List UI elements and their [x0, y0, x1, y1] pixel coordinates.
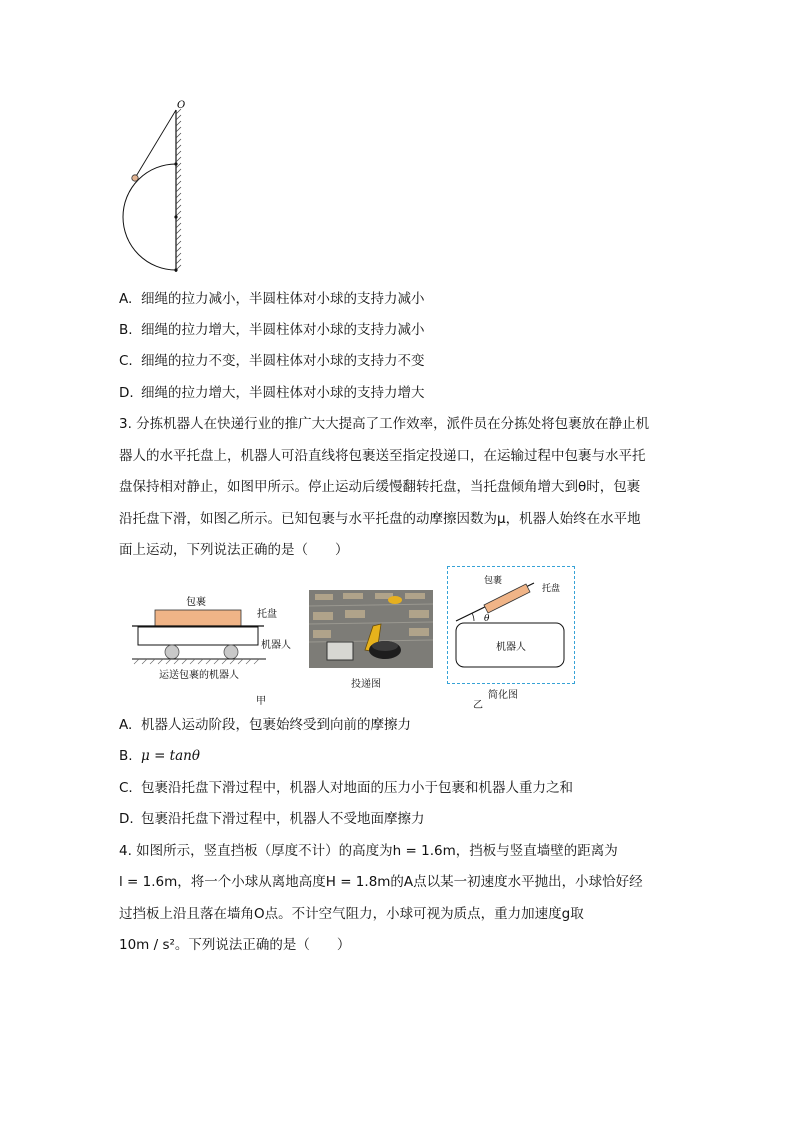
- q2-option-d: D. 细绳的拉力增大，半圆柱体对小球的支持力增大: [119, 385, 425, 401]
- q3-stem-line-1: 3. 分拣机器人在快递行业的推广大大提高了工作效率，派件员在分拣处将包裹放在静止机: [119, 416, 650, 432]
- point-o-label: O: [177, 100, 186, 111]
- robot-body: [138, 627, 258, 645]
- q2-option-c: C. 细绳的拉力不变，半圆柱体对小球的支持力不变: [119, 353, 425, 369]
- q3-option-c: C. 包裹沿托盘下滑过程中，机器人对地面的压力小于包裹和机器人重力之和: [119, 780, 573, 796]
- simplified-caption: 简化图: [488, 690, 518, 701]
- simp-package-label: 包裹: [484, 576, 503, 586]
- yi-label: 乙: [473, 700, 483, 711]
- q4-stem-line-1: 4. 如图所示，竖直挡板（厚度不计）的高度为h = 1.6m，挡板与竖直墙壁的距离为: [119, 843, 618, 859]
- q4-stem-line-3: 过挡板上沿且落在墙角O点。不计空气阻力，小球可视为质点，重力加速度g取: [119, 906, 584, 922]
- wheel-right: [224, 645, 238, 659]
- semicircle-diagram: [110, 98, 200, 278]
- q3-option-b: B. μ = tanθ: [119, 748, 200, 764]
- q3-stem-line-3: 盘保持相对静止，如图甲所示。停止运动后缓慢翻转托盘，当托盘倾角增大到θ时，包裹: [119, 479, 641, 495]
- q4-stem-line-4: 10m / s²。下列说法正确的是（ ）: [119, 937, 351, 953]
- robot-transport-diagram: [128, 567, 328, 707]
- jia-caption: 运送包裹的机器人: [159, 670, 239, 681]
- q3-stem-line-2: 器人的水平托盘上，机器人可沿直线将包裹送至指定投递口，在运输过程中包裹与水平托: [119, 448, 646, 464]
- delivery-photo: [309, 590, 433, 668]
- jia-label: 甲: [256, 696, 266, 707]
- q3-option-a: A. 机器人运动阶段，包裹始终受到向前的摩擦力: [119, 717, 411, 733]
- package-label: 包裹: [186, 597, 206, 608]
- photo-caption: 投递图: [351, 679, 381, 690]
- q4-stem-line-2: l = 1.6m，将一个小球从离地高度H = 1.8m的A点以某一初速度水平抛出，小球恰好经: [119, 874, 643, 890]
- simp-tray-label: 托盘: [542, 584, 561, 594]
- simplified-diagram: [447, 566, 575, 684]
- q3-stem-line-4: 沿托盘下滑，如图乙所示。已知包裹与水平托盘的动摩擦因数为μ，机器人始终在水平地: [119, 511, 641, 527]
- tilted-package: [484, 584, 530, 613]
- q3-stem-line-5: 面上运动，下列说法正确的是（ ）: [119, 542, 349, 558]
- theta-label: θ: [484, 614, 490, 624]
- package-shape: [155, 610, 241, 626]
- tray-label: 托盘: [257, 609, 277, 620]
- wheel-left: [165, 645, 179, 659]
- q2-option-a: A. 细绳的拉力减小，半圆柱体对小球的支持力减小: [119, 291, 425, 307]
- robot-label: 机器人: [261, 640, 291, 651]
- q3-option-d: D. 包裹沿托盘下滑过程中，机器人不受地面摩擦力: [119, 811, 425, 827]
- q2-option-b: B. 细绳的拉力增大，半圆柱体对小球的支持力减小: [119, 322, 425, 338]
- simp-robot-label: 机器人: [496, 642, 526, 653]
